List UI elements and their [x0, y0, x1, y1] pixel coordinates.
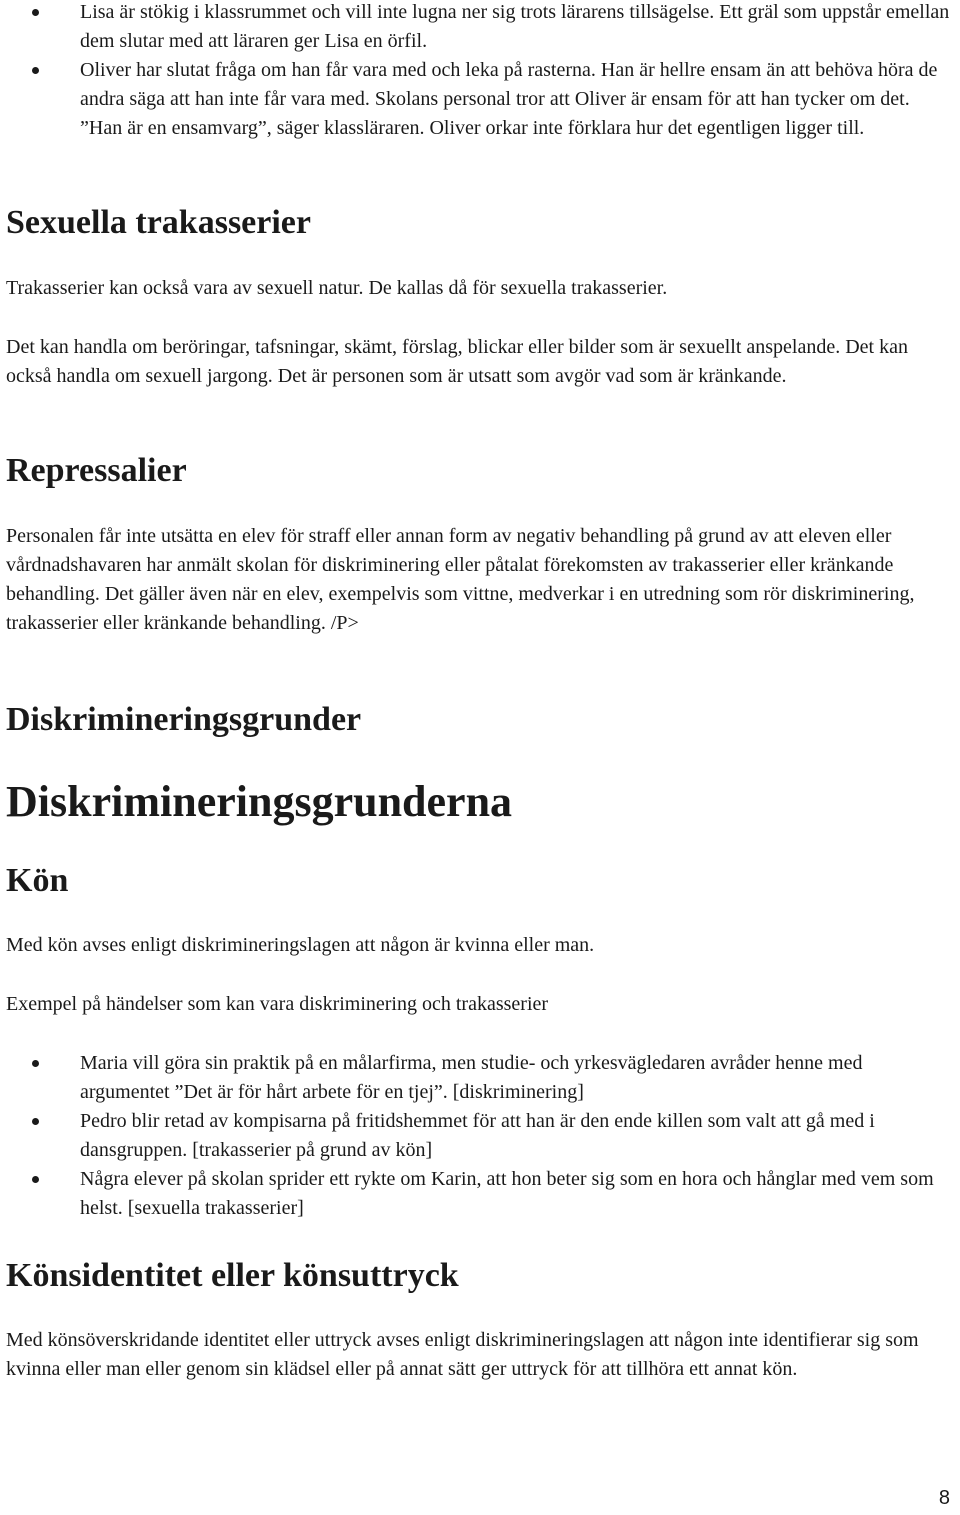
paragraph: Det kan handla om beröringar, tafsningar, skämt, förslag, blickar eller bilder som är sexuellt anspelande. Det kan också handla om sexuell jargong. Det är personen som är utsatt som avgör vad som är kränkande. [6, 336, 908, 387]
paragraph: Med könsöverskridande identitet eller uttryck avses enligt diskrimineringslagen att någon inte identifierar sig som kvinna eller man eller genom sin klädsel eller på annat sätt ger uttryck för att tillhöra ett annat kön. [6, 1329, 919, 1380]
list-item-text: Oliver har slutat fråga om han får vara med och leka på rasterna. Han är hellre ensam än att behöva höra de andra säga att han inte får vara med. Skolans personal tror att Oliver är ensam för att han tycker om det. ”Han är en ensamvarg”, säger klassläraren. Oliver orkar inte förklara hur det egentligen ligger till. [80, 59, 938, 139]
heading-konsidentitet: Könsidentitet eller könsuttryck [6, 1257, 459, 1294]
bullet-icon [32, 67, 39, 74]
page-number: 8 [938, 1487, 950, 1509]
list-item-text: Maria vill göra sin praktik på en målarfirma, men studie- och yrkesvägledaren avråder henne med argumentet ”Det är för hårt arbete för en tjej”. [diskriminering] [80, 1052, 863, 1103]
heading-kon: Kön [6, 862, 69, 899]
paragraph: Exempel på händelser som kan vara diskriminering och trakasserier [6, 993, 549, 1015]
bullet-icon [32, 1176, 39, 1183]
heading-diskrimineringsgrunderna: Diskrimineringsgrunderna [6, 777, 513, 826]
paragraph: Med kön avses enligt diskrimineringslagen att någon är kvinna eller man. [6, 934, 595, 956]
list-item [6, 56, 956, 143]
paragraph: Trakasserier kan också vara av sexuell natur. De kallas då för sexuella trakasserier. [6, 277, 668, 299]
list-item-text: Några elever på skolan sprider ett rykte om Karin, att hon beter sig som en hora och hånglar med vem som helst. [sexuella trakasserier] [80, 1168, 934, 1219]
list-item [6, 1049, 956, 1107]
list-item-text: Lisa är stökig i klassrummet och vill inte lugna ner sig trots lärarens tillsägelse. Ett gräl som uppstår emellan dem slutar med att läraren ger Lisa en örfil. [80, 1, 950, 52]
list-item [6, 1165, 956, 1223]
heading-sexuella-trakasserier: Sexuella trakasserier [6, 204, 311, 241]
bullet-icon [32, 1118, 39, 1125]
heading-repressalier: Repressalier [6, 452, 187, 489]
top-bullet-list [6, 0, 956, 143]
bullet-icon [32, 1060, 39, 1067]
paragraph: Personalen får inte utsätta en elev för straff eller annan form av negativ behandling på grund av att eleven eller vårdnadshavaren har anmält skolan för diskriminering eller påtalat förekomsten av trakasserier eller kränkande behandling. Det gäller även när en elev, exempelvis som vittne, medverkar i en utredning som rör diskriminering, trakasserier eller kränkande behandling. /P> [6, 525, 915, 634]
list-item [6, 0, 956, 56]
heading-diskrimineringsgrunder: Diskrimineringsgrunder [6, 701, 362, 738]
kon-bullet-list [6, 1049, 956, 1223]
list-item-text: Pedro blir retad av kompisarna på fritidshemmet för att han är den ende killen som valt att gå med i dansgruppen. [trakasserier på grund av kön] [80, 1110, 875, 1161]
list-item [6, 1107, 956, 1165]
bullet-icon [32, 9, 39, 16]
